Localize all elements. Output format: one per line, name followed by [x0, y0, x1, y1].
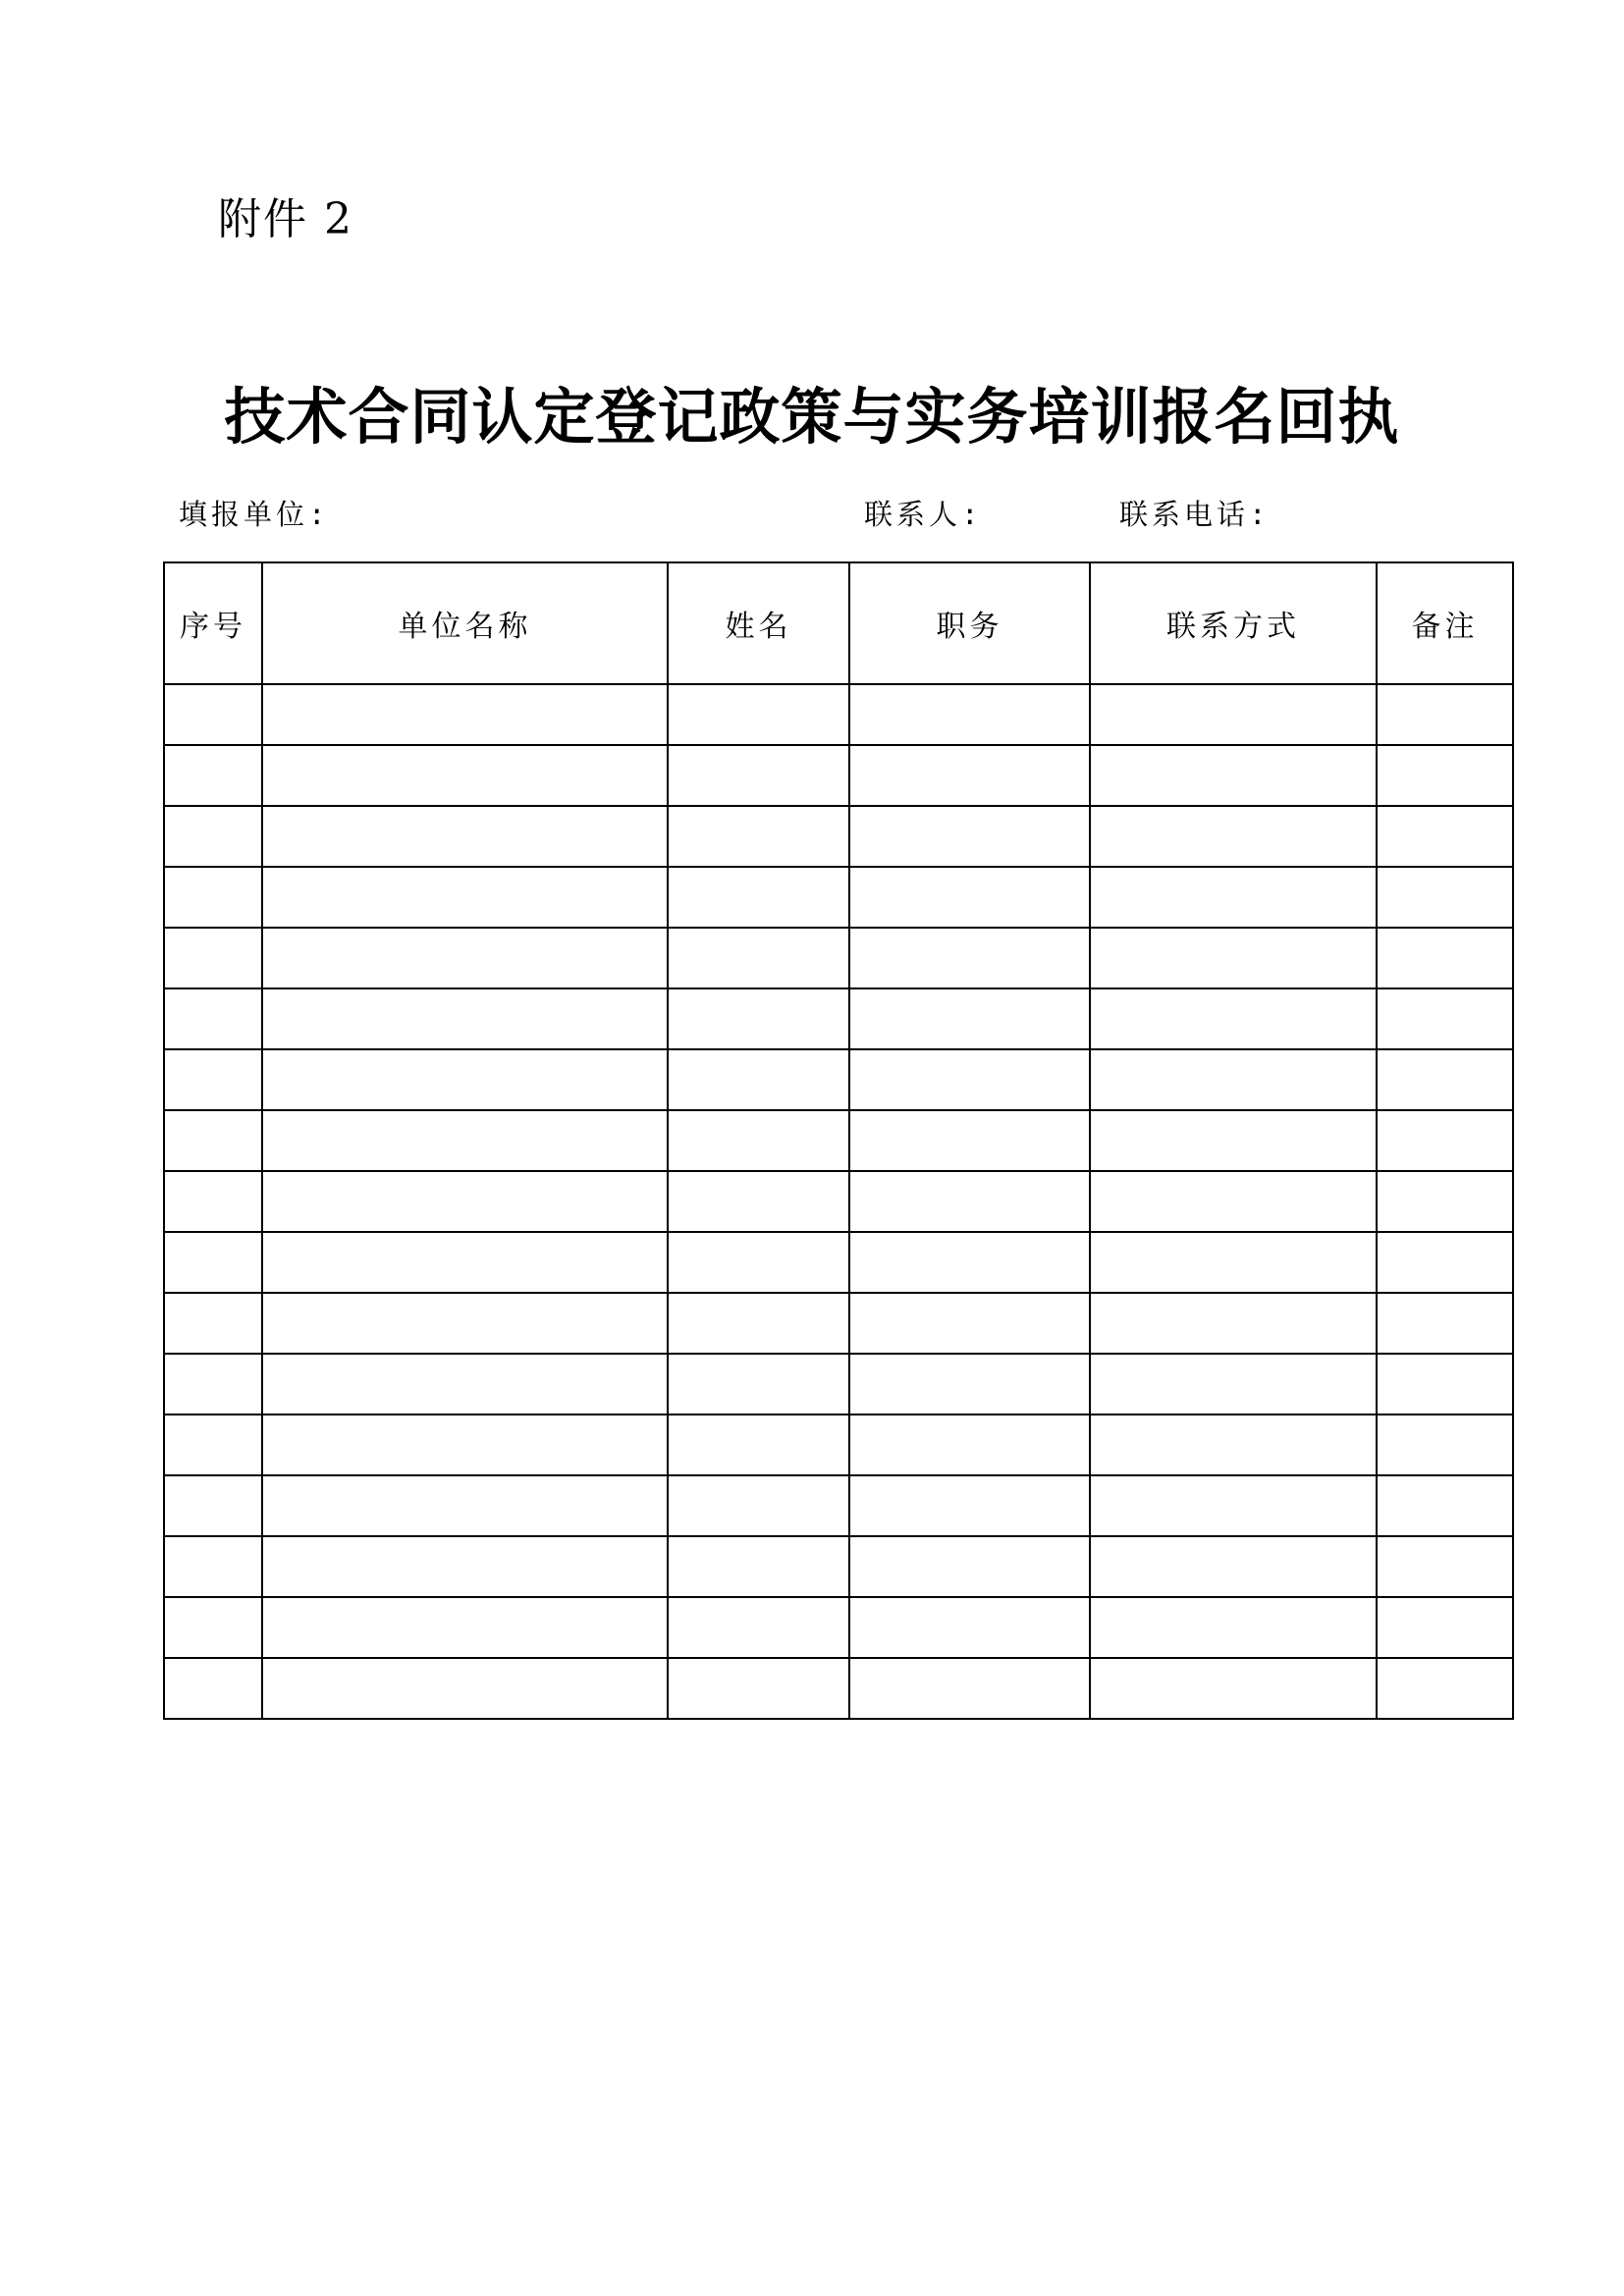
remarks-cell[interactable] — [1377, 928, 1513, 988]
table-row — [164, 684, 1513, 745]
contact-method-cell[interactable] — [1090, 1658, 1377, 1719]
unit-name-cell[interactable] — [262, 1658, 668, 1719]
remarks-cell[interactable] — [1377, 988, 1513, 1049]
serial-number-cell[interactable] — [164, 867, 262, 928]
remarks-cell[interactable] — [1377, 867, 1513, 928]
position-cell[interactable] — [849, 928, 1090, 988]
remarks-cell[interactable] — [1377, 1232, 1513, 1293]
contact-method-cell[interactable] — [1090, 867, 1377, 928]
unit-name-cell[interactable] — [262, 1232, 668, 1293]
position-cell[interactable] — [849, 1293, 1090, 1354]
contact-method-cell[interactable] — [1090, 1354, 1377, 1415]
serial-number-cell[interactable] — [164, 1475, 262, 1536]
contact-person-label: 联系人: — [864, 498, 983, 531]
table-row — [164, 1475, 1513, 1536]
contact-method-cell[interactable] — [1090, 745, 1377, 806]
name-cell[interactable] — [668, 1171, 849, 1232]
unit-name-cell[interactable] — [262, 1536, 668, 1597]
serial-number-cell[interactable] — [164, 988, 262, 1049]
unit-name-cell[interactable] — [262, 1293, 668, 1354]
unit-name-cell[interactable] — [262, 684, 668, 745]
remarks-cell[interactable] — [1377, 1293, 1513, 1354]
unit-name-cell[interactable] — [262, 1415, 668, 1475]
filling-unit-label: 填报单位: — [179, 498, 330, 531]
header-contact-method: 联系方式 — [1090, 562, 1377, 684]
unit-name-cell[interactable] — [262, 1597, 668, 1658]
contact-phone-label: 联系电话: — [1119, 498, 1271, 531]
remarks-cell[interactable] — [1377, 806, 1513, 867]
name-cell[interactable] — [668, 867, 849, 928]
serial-number-cell[interactable] — [164, 928, 262, 988]
position-cell[interactable] — [849, 1415, 1090, 1475]
position-cell[interactable] — [849, 1232, 1090, 1293]
name-cell[interactable] — [668, 988, 849, 1049]
unit-name-cell[interactable] — [262, 928, 668, 988]
unit-name-cell[interactable] — [262, 1171, 668, 1232]
remarks-cell[interactable] — [1377, 1475, 1513, 1536]
position-cell[interactable] — [849, 684, 1090, 745]
name-cell[interactable] — [668, 1536, 849, 1597]
name-cell[interactable] — [668, 1232, 849, 1293]
table-row — [164, 1049, 1513, 1110]
name-cell[interactable] — [668, 745, 849, 806]
name-cell[interactable] — [668, 1658, 849, 1719]
position-cell[interactable] — [849, 806, 1090, 867]
table-row — [164, 745, 1513, 806]
remarks-cell[interactable] — [1377, 1049, 1513, 1110]
remarks-cell[interactable] — [1377, 1354, 1513, 1415]
contact-method-cell[interactable] — [1090, 1232, 1377, 1293]
serial-number-cell[interactable] — [164, 1110, 262, 1171]
contact-method-cell[interactable] — [1090, 1293, 1377, 1354]
serial-number-cell[interactable] — [164, 806, 262, 867]
serial-number-cell[interactable] — [164, 1232, 262, 1293]
position-cell[interactable] — [849, 1171, 1090, 1232]
table-row — [164, 1171, 1513, 1232]
header-position: 职务 — [849, 562, 1090, 684]
remarks-cell[interactable] — [1377, 1536, 1513, 1597]
name-cell[interactable] — [668, 928, 849, 988]
serial-number-cell[interactable] — [164, 1354, 262, 1415]
table-row — [164, 928, 1513, 988]
table-row — [164, 867, 1513, 928]
name-cell[interactable] — [668, 1293, 849, 1354]
header-remarks: 备注 — [1377, 562, 1513, 684]
document-title: 技术合同认定登记政策与实务培训报名回执 — [224, 381, 1400, 453]
contact-method-cell[interactable] — [1090, 806, 1377, 867]
unit-name-cell[interactable] — [262, 1110, 668, 1171]
registration-table — [163, 561, 1514, 1720]
unit-name-cell[interactable] — [262, 745, 668, 806]
position-cell[interactable] — [849, 1110, 1090, 1171]
table-row — [164, 1415, 1513, 1475]
name-cell[interactable] — [668, 806, 849, 867]
contact-method-cell[interactable] — [1090, 1049, 1377, 1110]
serial-number-cell[interactable] — [164, 1658, 262, 1719]
name-cell[interactable] — [668, 1110, 849, 1171]
name-cell[interactable] — [668, 1354, 849, 1415]
contact-method-cell[interactable] — [1090, 1415, 1377, 1475]
position-cell[interactable] — [849, 745, 1090, 806]
table-row — [164, 1354, 1513, 1415]
name-cell[interactable] — [668, 1415, 849, 1475]
table-row — [164, 1232, 1513, 1293]
remarks-cell[interactable] — [1377, 1658, 1513, 1719]
unit-name-cell[interactable] — [262, 806, 668, 867]
contact-method-cell[interactable] — [1090, 928, 1377, 988]
position-cell[interactable] — [849, 1536, 1090, 1597]
contact-method-cell[interactable] — [1090, 1475, 1377, 1536]
remarks-cell[interactable] — [1377, 1597, 1513, 1658]
serial-number-cell[interactable] — [164, 1536, 262, 1597]
table-row — [164, 806, 1513, 867]
name-cell[interactable] — [668, 1475, 849, 1536]
table-row — [164, 1597, 1513, 1658]
contact-method-cell[interactable] — [1090, 1536, 1377, 1597]
remarks-cell[interactable] — [1377, 684, 1513, 745]
position-cell[interactable] — [849, 1658, 1090, 1719]
attachment-label: 附件 2 — [218, 194, 353, 244]
contact-method-cell[interactable] — [1090, 988, 1377, 1049]
remarks-cell[interactable] — [1377, 745, 1513, 806]
table-header-row — [164, 562, 1513, 684]
position-cell[interactable] — [849, 1597, 1090, 1658]
serial-number-cell[interactable] — [164, 745, 262, 806]
unit-name-cell[interactable] — [262, 1475, 668, 1536]
position-cell[interactable] — [849, 1475, 1090, 1536]
position-cell[interactable] — [849, 1049, 1090, 1110]
unit-name-cell[interactable] — [262, 1049, 668, 1110]
table-body — [164, 684, 1513, 1719]
contact-method-cell[interactable] — [1090, 1110, 1377, 1171]
header-unit-name: 单位名称 — [262, 562, 668, 684]
table-row — [164, 1658, 1513, 1719]
remarks-cell[interactable] — [1377, 1415, 1513, 1475]
contact-method-cell[interactable] — [1090, 1597, 1377, 1658]
serial-number-cell[interactable] — [164, 1415, 262, 1475]
serial-number-cell[interactable] — [164, 1171, 262, 1232]
position-cell[interactable] — [849, 867, 1090, 928]
unit-name-cell[interactable] — [262, 1354, 668, 1415]
name-cell[interactable] — [668, 1597, 849, 1658]
remarks-cell[interactable] — [1377, 1110, 1513, 1171]
contact-method-cell[interactable] — [1090, 684, 1377, 745]
name-cell[interactable] — [668, 1049, 849, 1110]
serial-number-cell[interactable] — [164, 1597, 262, 1658]
table-row — [164, 1536, 1513, 1597]
serial-number-cell[interactable] — [164, 684, 262, 745]
remarks-cell[interactable] — [1377, 1171, 1513, 1232]
table-row — [164, 1293, 1513, 1354]
name-cell[interactable] — [668, 684, 849, 745]
serial-number-cell[interactable] — [164, 1049, 262, 1110]
serial-number-cell[interactable] — [164, 1293, 262, 1354]
unit-name-cell[interactable] — [262, 988, 668, 1049]
table-row — [164, 988, 1513, 1049]
header-serial-number: 序号 — [164, 562, 262, 684]
position-cell[interactable] — [849, 1354, 1090, 1415]
table-row — [164, 1110, 1513, 1171]
unit-name-cell[interactable] — [262, 867, 668, 928]
position-cell[interactable] — [849, 988, 1090, 1049]
header-name: 姓名 — [668, 562, 849, 684]
contact-method-cell[interactable] — [1090, 1171, 1377, 1232]
